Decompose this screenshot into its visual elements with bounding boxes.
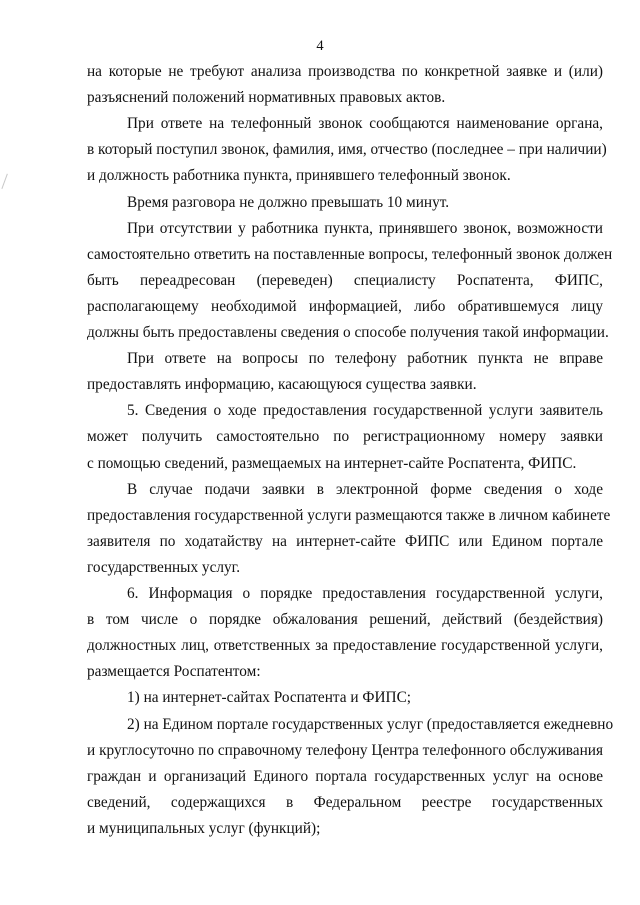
text-line: на которые не требуют анализа производства по конкретной заявке и (или) <box>87 63 603 80</box>
text-line: разъяснений положений нормативных правовых актов. <box>87 89 446 106</box>
text-line: и муниципальных услуг (функций); <box>87 820 321 837</box>
text-line: и должность работника пункта, принявшего телефонный звонок. <box>87 167 511 184</box>
text-line: располагающему необходимой информацией, либо обратившемуся лицу <box>87 298 603 315</box>
text-line: При ответе на вопросы по телефону работник пункта не вправе <box>127 350 603 367</box>
text-line: должностных лиц, ответственных за предоставление государственной услуги, <box>87 637 603 654</box>
text-line: В случае подачи заявки в электронной форме сведения о ходе <box>127 481 603 498</box>
margin-mark <box>1 174 11 191</box>
text-line: может получить самостоятельно по регистрационному номеру заявки <box>87 428 603 445</box>
text-line: 2) на Едином портале государственных услуг (предоставляется ежедневно <box>127 716 614 733</box>
text-line: При ответе на телефонный звонок сообщаются наименование органа, <box>127 115 603 132</box>
page-number: 4 <box>316 38 324 54</box>
text-line: предоставлять информацию, касающуюся существа заявки. <box>87 376 477 393</box>
text-line: заявителя по ходатайству на интернет-сайте ФИПС или Едином портале <box>87 533 603 550</box>
text-line: размещается Роспатентом: <box>87 663 261 680</box>
text-line: быть переадресован (переведен) специалисту Роспатента, ФИПС, <box>87 272 603 289</box>
text-line: 1) на интернет-сайтах Роспатента и ФИПС; <box>127 689 412 706</box>
text-line: с помощью сведений, размещаемых на интернет-сайте Роспатента, ФИПС. <box>87 455 577 472</box>
text-line: и круглосуточно по справочному телефону Центра телефонного обслуживания <box>87 742 603 759</box>
text-line: самостоятельно ответить на поставленные вопросы, телефонный звонок должен <box>87 246 613 263</box>
text-line: в который поступил звонок, фамилия, имя, отчество (последнее – при наличии) <box>87 141 607 158</box>
text-line: При отсутствии у работника пункта, принявшего звонок, возможности <box>127 220 603 237</box>
text-line: должны быть предоставлены сведения о способе получения такой информации. <box>87 324 609 341</box>
text-line: в том числе о порядке обжалования решений, действий (бездействия) <box>87 611 603 628</box>
text-line: граждан и организаций Единого портала государственных услуг на основе <box>87 768 603 785</box>
text-line: 6. Информация о порядке предоставления государственной услуги, <box>127 585 603 602</box>
text-line: 5. Сведения о ходе предоставления государственной услуги заявитель <box>127 402 603 419</box>
text-line: предоставления государственной услуги размещаются также в личном кабинете <box>87 507 611 524</box>
text-line: сведений, содержащихся в Федеральном реестре государственных <box>87 794 603 811</box>
text-line: государственных услуг. <box>87 559 241 576</box>
text-line: Время разговора не должно превышать 10 минут. <box>127 194 450 211</box>
